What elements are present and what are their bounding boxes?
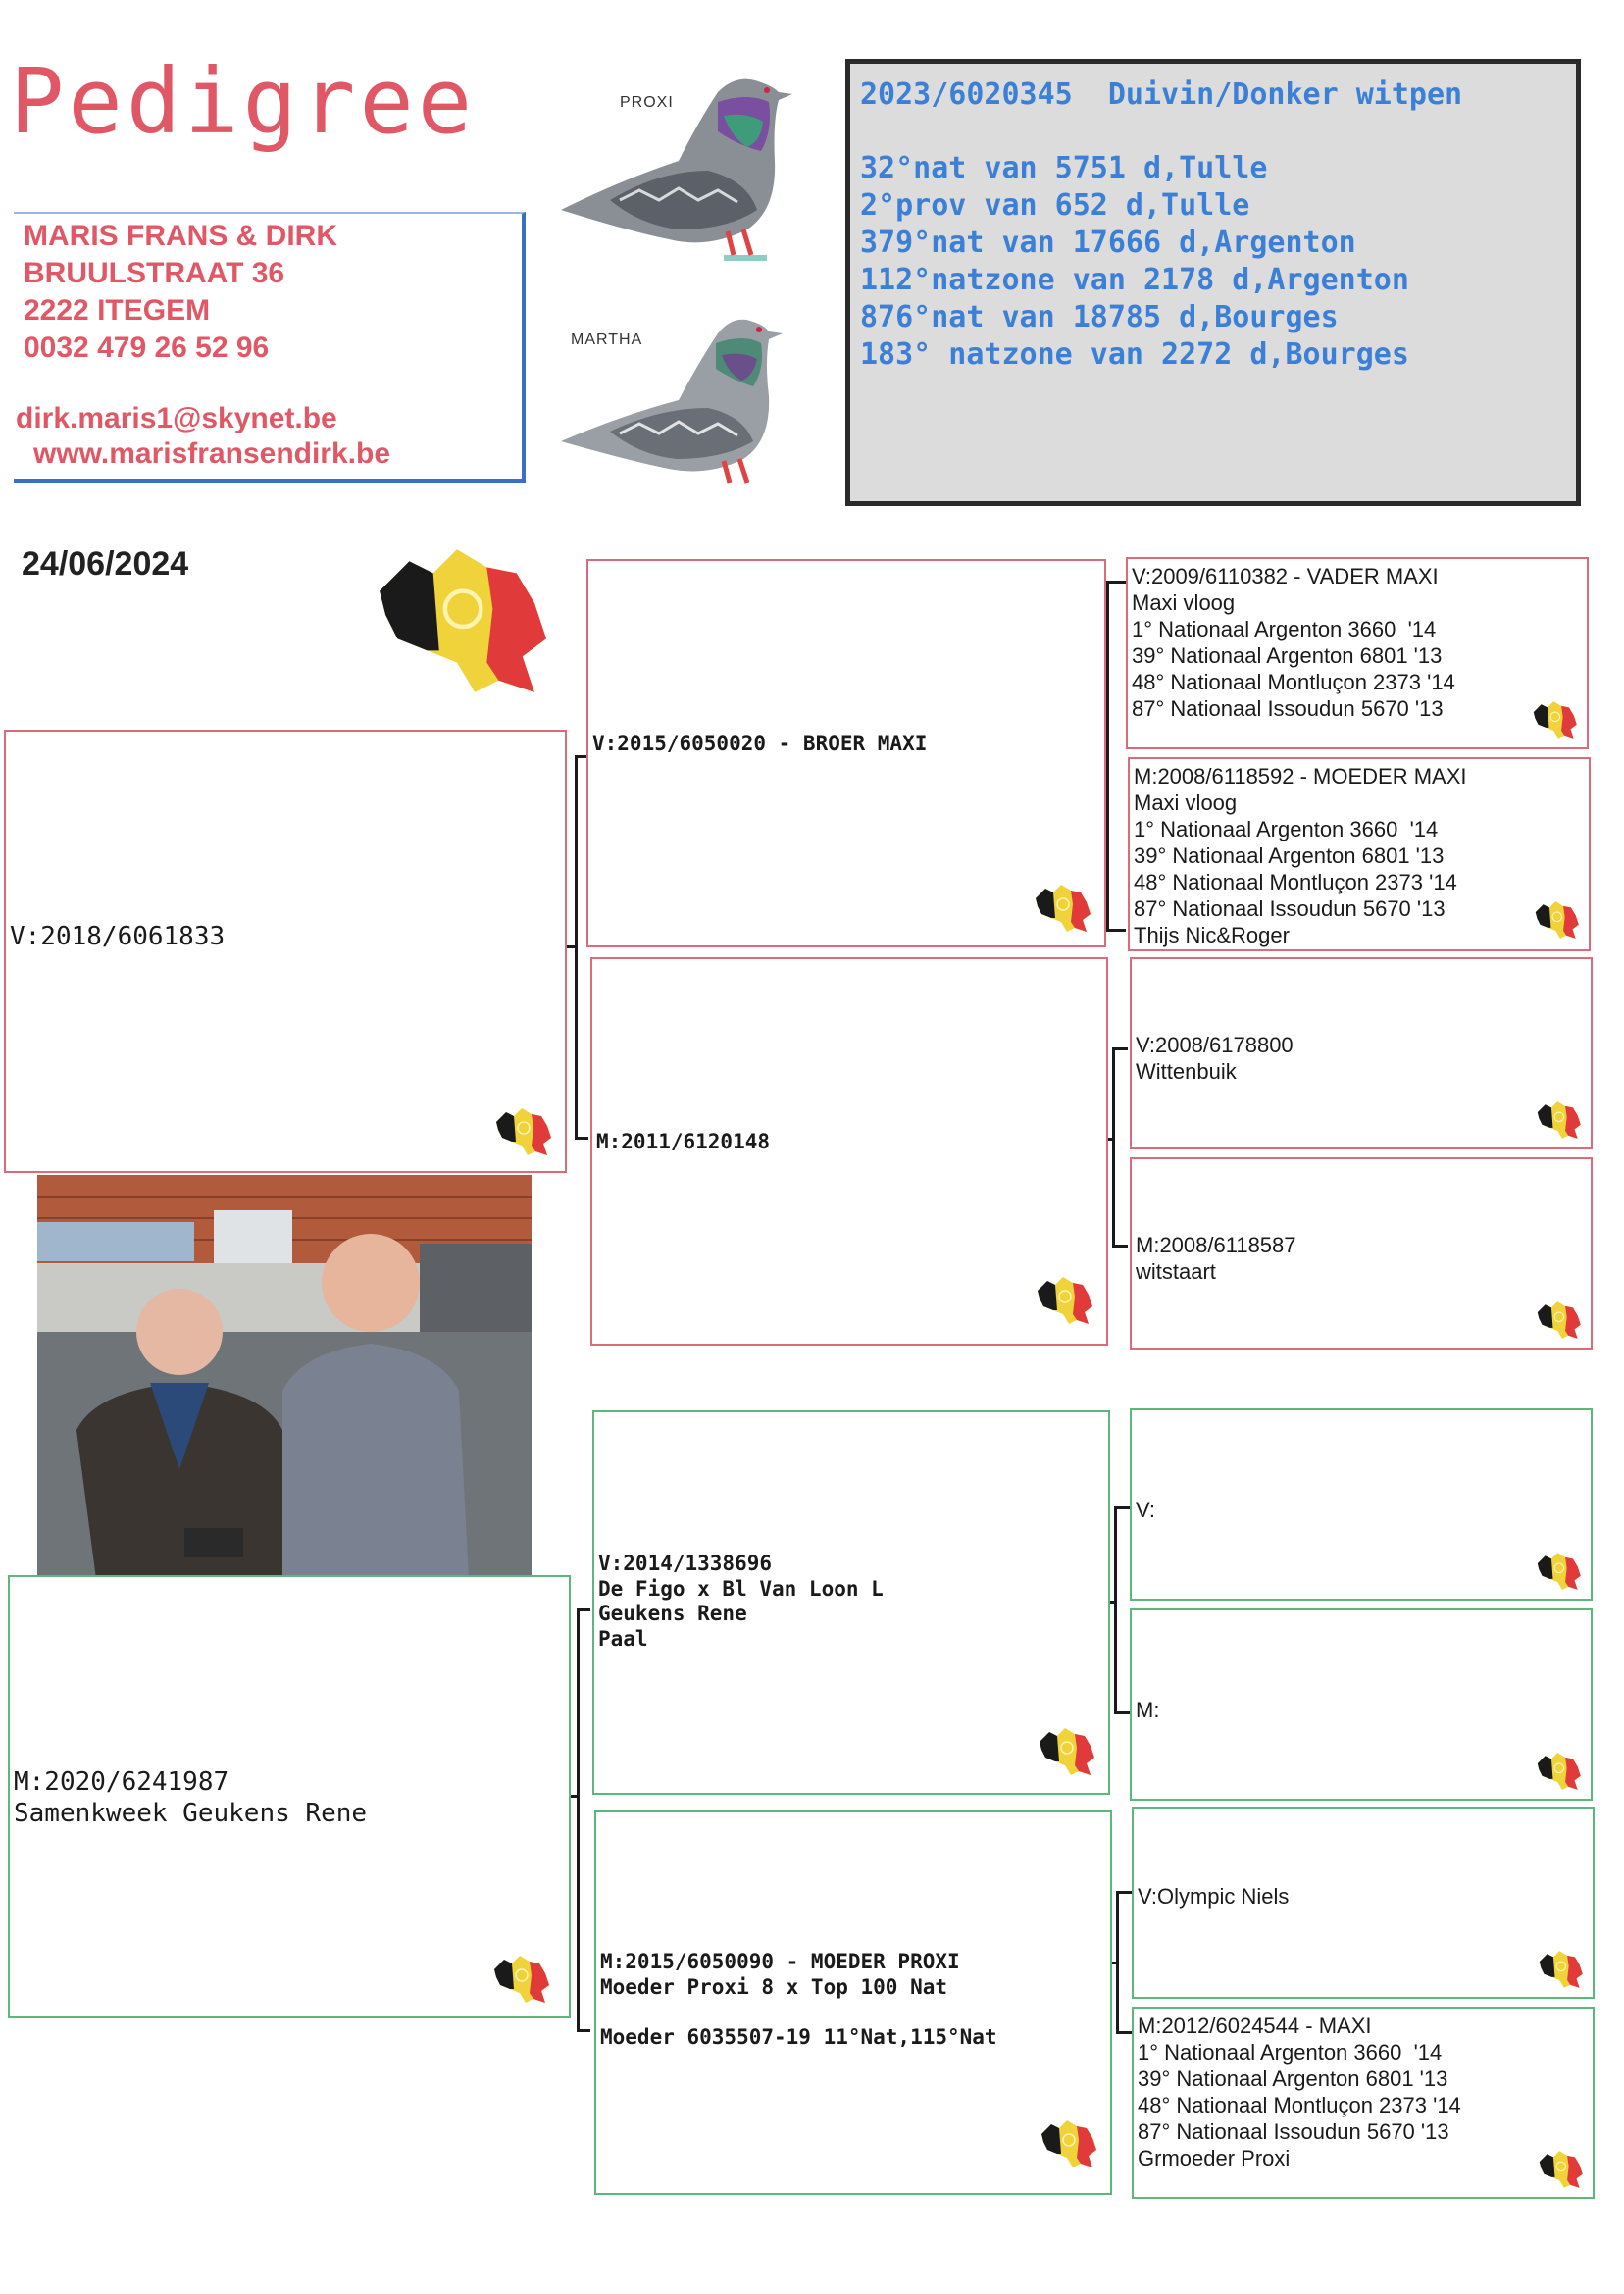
breeder-email: dirk.maris1@skynet.be (16, 402, 337, 434)
sss-box (1126, 557, 1589, 749)
dss-text: V: (1136, 1498, 1155, 1522)
dam-text: M:2020/6241987 Samenkweek Geukens Rene (14, 1767, 368, 1828)
belgium-flag-icon (1534, 1299, 1583, 1342)
dsd-box (1130, 1608, 1593, 1801)
belgium-flag-icon (1536, 2148, 1585, 2191)
pigeon-photo-martha (551, 294, 806, 490)
belgium-flag-icon (490, 1952, 551, 2007)
breeder-name: MARIS FRANS & DIRK (24, 220, 337, 252)
sire-sire-box (586, 559, 1106, 947)
sdd-text: M:2008/6118587 witstaart (1136, 1233, 1296, 1284)
sire-sire-text: V:2015/6050020 - BROER MAXI (592, 732, 928, 755)
result-line: 876°nat van 18785 d,Bourges (860, 300, 1339, 334)
breeder-website: www.marisfransendirk.be (33, 437, 391, 470)
dds-box (1132, 1807, 1595, 1999)
ddd-box (1132, 2007, 1595, 2199)
result-line: 2°prov van 652 d,Tulle (860, 188, 1250, 223)
dss-box (1130, 1408, 1593, 1601)
contact-card (14, 212, 526, 483)
sire-dam-text: M:2011/6120148 (596, 1130, 771, 1153)
performance-panel (845, 59, 1581, 506)
dam-sire-box (592, 1410, 1110, 1795)
ssd-box (1128, 757, 1591, 951)
belgium-flag-icon (492, 1104, 553, 1159)
sds-box (1130, 957, 1593, 1149)
page-title: Pedigree (10, 49, 477, 154)
connector (567, 945, 577, 948)
belgium-flag-icon (1034, 1273, 1094, 1328)
belgium-flag-icon (1038, 2116, 1098, 2171)
belgium-flag-icon (1534, 1550, 1583, 1593)
belgium-flag-icon (357, 537, 563, 704)
pedigree-date: 24/06/2024 (22, 545, 189, 583)
breeder-city: 2222 ITEGEM (24, 294, 211, 327)
belgium-flag-icon (1032, 881, 1092, 936)
connector (1106, 581, 1126, 932)
belgium-flag-icon (1536, 1948, 1585, 1991)
performance-header (860, 77, 1566, 113)
belgium-flag-icon (1530, 698, 1579, 741)
performance-ring: 2023/6020345 (860, 77, 1073, 112)
connector (577, 1608, 590, 2032)
belgium-flag-icon (1534, 1750, 1583, 1793)
dds-text: V:Olympic Niels (1138, 1884, 1290, 1909)
belgium-flag-icon (1532, 898, 1581, 942)
connector (1116, 1891, 1132, 2034)
dsd-text: M: (1136, 1698, 1160, 1722)
result-line: 379°nat van 17666 d,Argenton (860, 226, 1356, 260)
performance-description: Duivin/Donker witpen (1107, 77, 1463, 112)
result-line: 32°nat van 5751 d,Tulle (860, 151, 1268, 185)
pigeon-photo-proxi (551, 63, 816, 269)
connector (1114, 1506, 1130, 1714)
belgium-flag-icon (1534, 1098, 1583, 1142)
dam-sire-text: V:2014/1338696 De Figo x Bl Van Loon L Geukens Rene Paal (598, 1552, 884, 1651)
connector (1112, 1047, 1128, 1248)
dam-dam-text: M:2015/6050090 - MOEDER PROXI Moeder Proxi 8 x Top 100 Nat Moeder 6035507-19 11°Nat,115°Nat (600, 1950, 997, 2049)
sire-dam-box (590, 957, 1108, 1346)
breeder-photo (37, 1175, 532, 1579)
sdd-box (1130, 1157, 1593, 1350)
breeder-phone: 0032 479 26 52 96 (24, 331, 270, 364)
belgium-flag-icon (1036, 1724, 1096, 1779)
sire-text: V:2018/6061833 (10, 922, 226, 951)
sds-text: V:2008/6178800 Wittenbuik (1136, 1033, 1294, 1084)
result-line: 183° natzone van 2272 d,Bourges (860, 337, 1409, 372)
ssd-text: M:2008/6118592 - MOEDER MAXI Maxi vloog 1° Nationaal Argenton 3660 '14 39° Nationaal Argenton 6801 '13 48° Nationaal Montluçon 2373 '14 87° Nationaal Issoudun 5670 '13 Thijs Nic&Roger (1134, 764, 1467, 947)
result-line: 112°natzone van 2178 d,Argenton (860, 263, 1409, 297)
dam-dam-box (594, 1810, 1112, 2195)
sss-text: V:2009/6110382 - VADER MAXI Maxi vloog 1° Nationaal Argenton 3660 '14 39° Nationaal Argenton 6801 '13 48° Nationaal Montluçon 2373 '14 87° Nationaal Issoudun 5670 '13 (1132, 564, 1455, 721)
breeder-street: BRUULSTRAAT 36 (24, 257, 285, 289)
dam-photo-label: MARTHA (571, 331, 643, 348)
dam-box (8, 1575, 571, 2018)
sire-box (4, 730, 567, 1173)
ddd-text: M:2012/6024544 - MAXI 1° Nationaal Argenton 3660 '14 39° Nationaal Argenton 6801 '13 48° Nationaal Montluçon 2373 '14 87° Nationaal Issoudun 5670 '13 Grmoeder Proxi (1138, 2014, 1461, 2170)
sire-photo-label: PROXI (620, 94, 674, 111)
